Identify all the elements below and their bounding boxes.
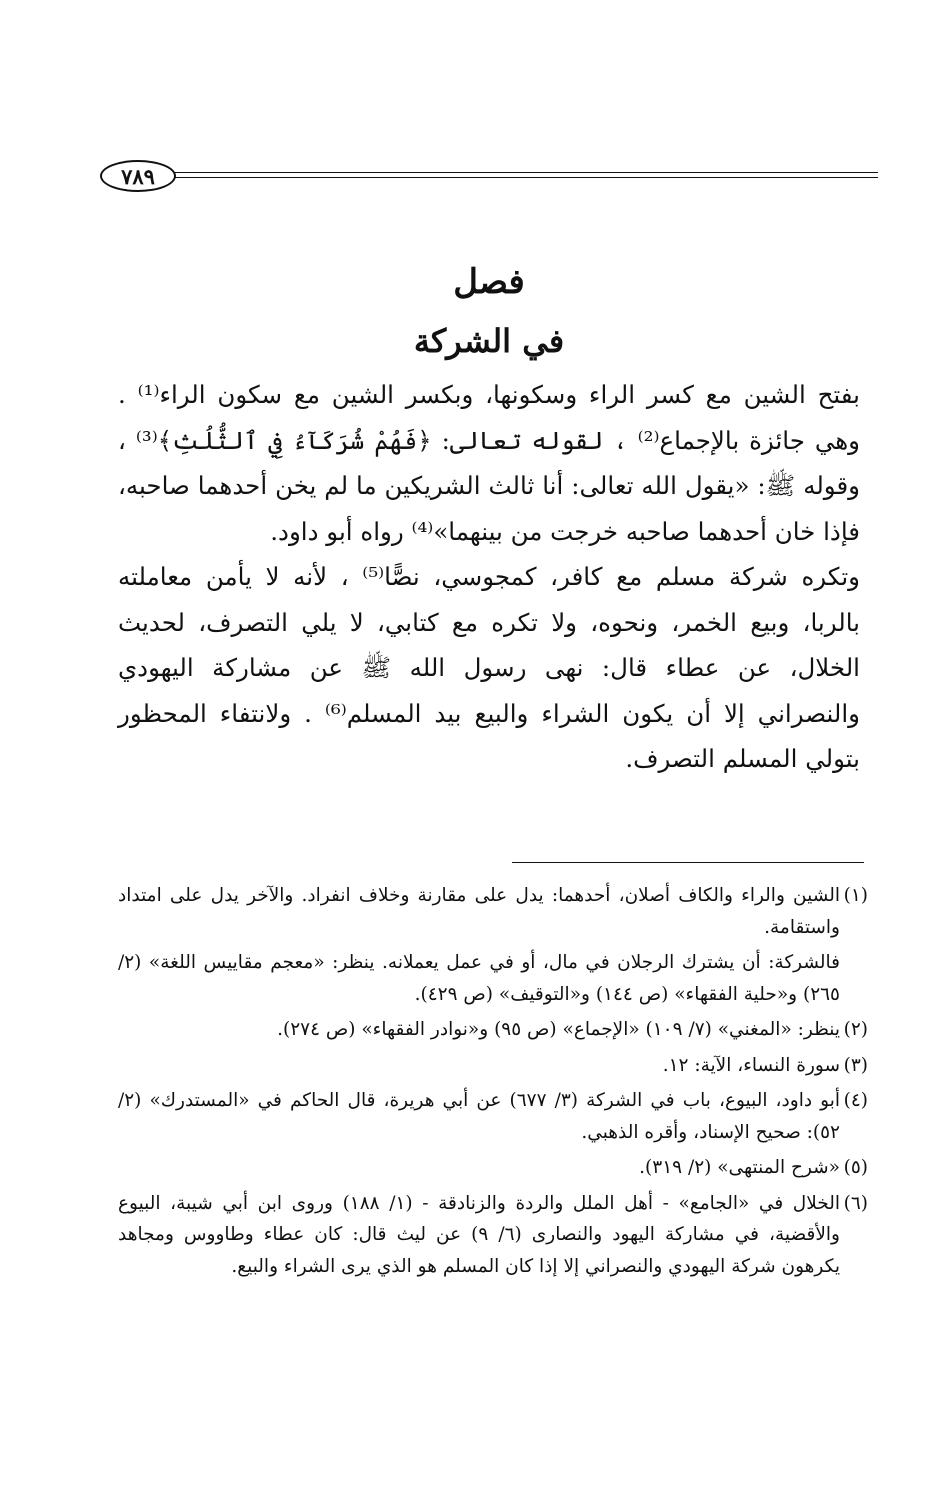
page-number: ٧٨٩ <box>100 160 176 192</box>
footnote-text: سورة النساء، الآية: ١٢. <box>662 1054 840 1076</box>
footnote-text: «شرح المنتهى» (٢/ ٣١٩). <box>639 1157 840 1178</box>
main-text <box>118 372 860 782</box>
footnote-item <box>118 1085 868 1148</box>
section-subtitle: في الشركة <box>413 322 565 360</box>
footnote-number: (٤) <box>843 1090 868 1111</box>
footnote-number: (١) <box>843 885 868 906</box>
footnote-item <box>118 1050 868 1082</box>
footnote-number: (٣) <box>843 1054 868 1076</box>
footnote-text: أبو داود، البيوع، باب في الشركة (٣/ ٦٧٧) عن أبي هريرة، قال الحاكم في «المستدرك» (٢/ ٥٢): صحيح الإسناد، وأقره الذهبي. <box>118 1090 840 1143</box>
page-header <box>100 160 878 190</box>
paragraph: وتكره شركة مسلم مع كافر، كمجوسي، نصًّا⁽⁵⁾ ، لأنه لا يأمن معاملته بالربا، وبيع الخمر، ونحوه، ولا تكره مع كتابي، لا يلي التصرف، لحديث الخلال، عن عطاء قال: نهى رسول الله ﷺ عن مشاركة اليهودي والنصراني إلا أن يكون الشراء والبيع بيد المسلم⁽⁶⁾ . ولانتفاء المحظور بتولي المسلم التصرف. <box>118 562 860 773</box>
footnote-text: فالشركة: أن يشترك الرجلان في مال، أو في عمل يعملانه. ينظر: «معجم مقاييس اللغة» (٢/ ٢٦٥) و«حلية الفقهاء» (ص ١٤٤) و«التوقيف» (ص ٤٢٩). <box>118 952 840 1005</box>
footnotes <box>118 880 868 1286</box>
footnote-number: (٦) <box>843 1192 869 1214</box>
header-rule-top <box>170 172 878 173</box>
paragraph: بفتح الشين مع كسر الراء وسكونها، وبكسر الشين مع سكون الراء⁽¹⁾ . وهي جائزة بالإجماع⁽²⁾ ، لقوله تعالى: ﴿فَهُمْ شُرَكَآءُ فِي ٱلثُّلُثِ﴾⁽³⁾ ، وقوله ﷺ: «يقول الله تعالى: أنا ثالث الشريكين ما لم يخن أحدهما صاحبه، فإذا خان أحدهما صاحبه خرجت من بينهما»⁽⁴⁾ رواه أبو داود. <box>118 380 860 546</box>
footnote-separator <box>512 862 864 863</box>
footnote-item <box>118 1152 868 1184</box>
footnote-text: الشين والراء والكاف أصلان، أحدهما: يدل على مقارنة وخلاف انفراد. والآخر يدل على امتداد واستقامة. <box>118 885 840 938</box>
footnote-item <box>118 947 868 1010</box>
section-title: فصل <box>453 262 525 302</box>
footnote-item <box>118 1188 868 1283</box>
footnote-text: ينظر: «المغني» (٧/ ١٠٩) «الإجماع» (ص ٩٥) و«نوادر الفقهاء» (ص ٢٧٤). <box>277 1019 840 1040</box>
footnote-item <box>118 1014 868 1046</box>
footnote-number: (٥) <box>843 1157 868 1178</box>
footnote-number: (٢) <box>843 1019 868 1040</box>
footnote-item <box>118 880 868 943</box>
header-rule-bottom <box>170 177 878 178</box>
footnote-text: الخلال في «الجامع» - أهل الملل والردة والزنادقة - (١/ ١٨٨) وروى ابن أبي شيبة، البيوع والأقضية، في مشاركة اليهود والنصارى (٦/ ٩) عن ليث قال: كان عطاء وطاووس ومجاهد يكرهون شركة اليهودي والنصراني إلا إذا كان المسلم هو الذي يرى الشراء والبيع. <box>118 1192 841 1277</box>
